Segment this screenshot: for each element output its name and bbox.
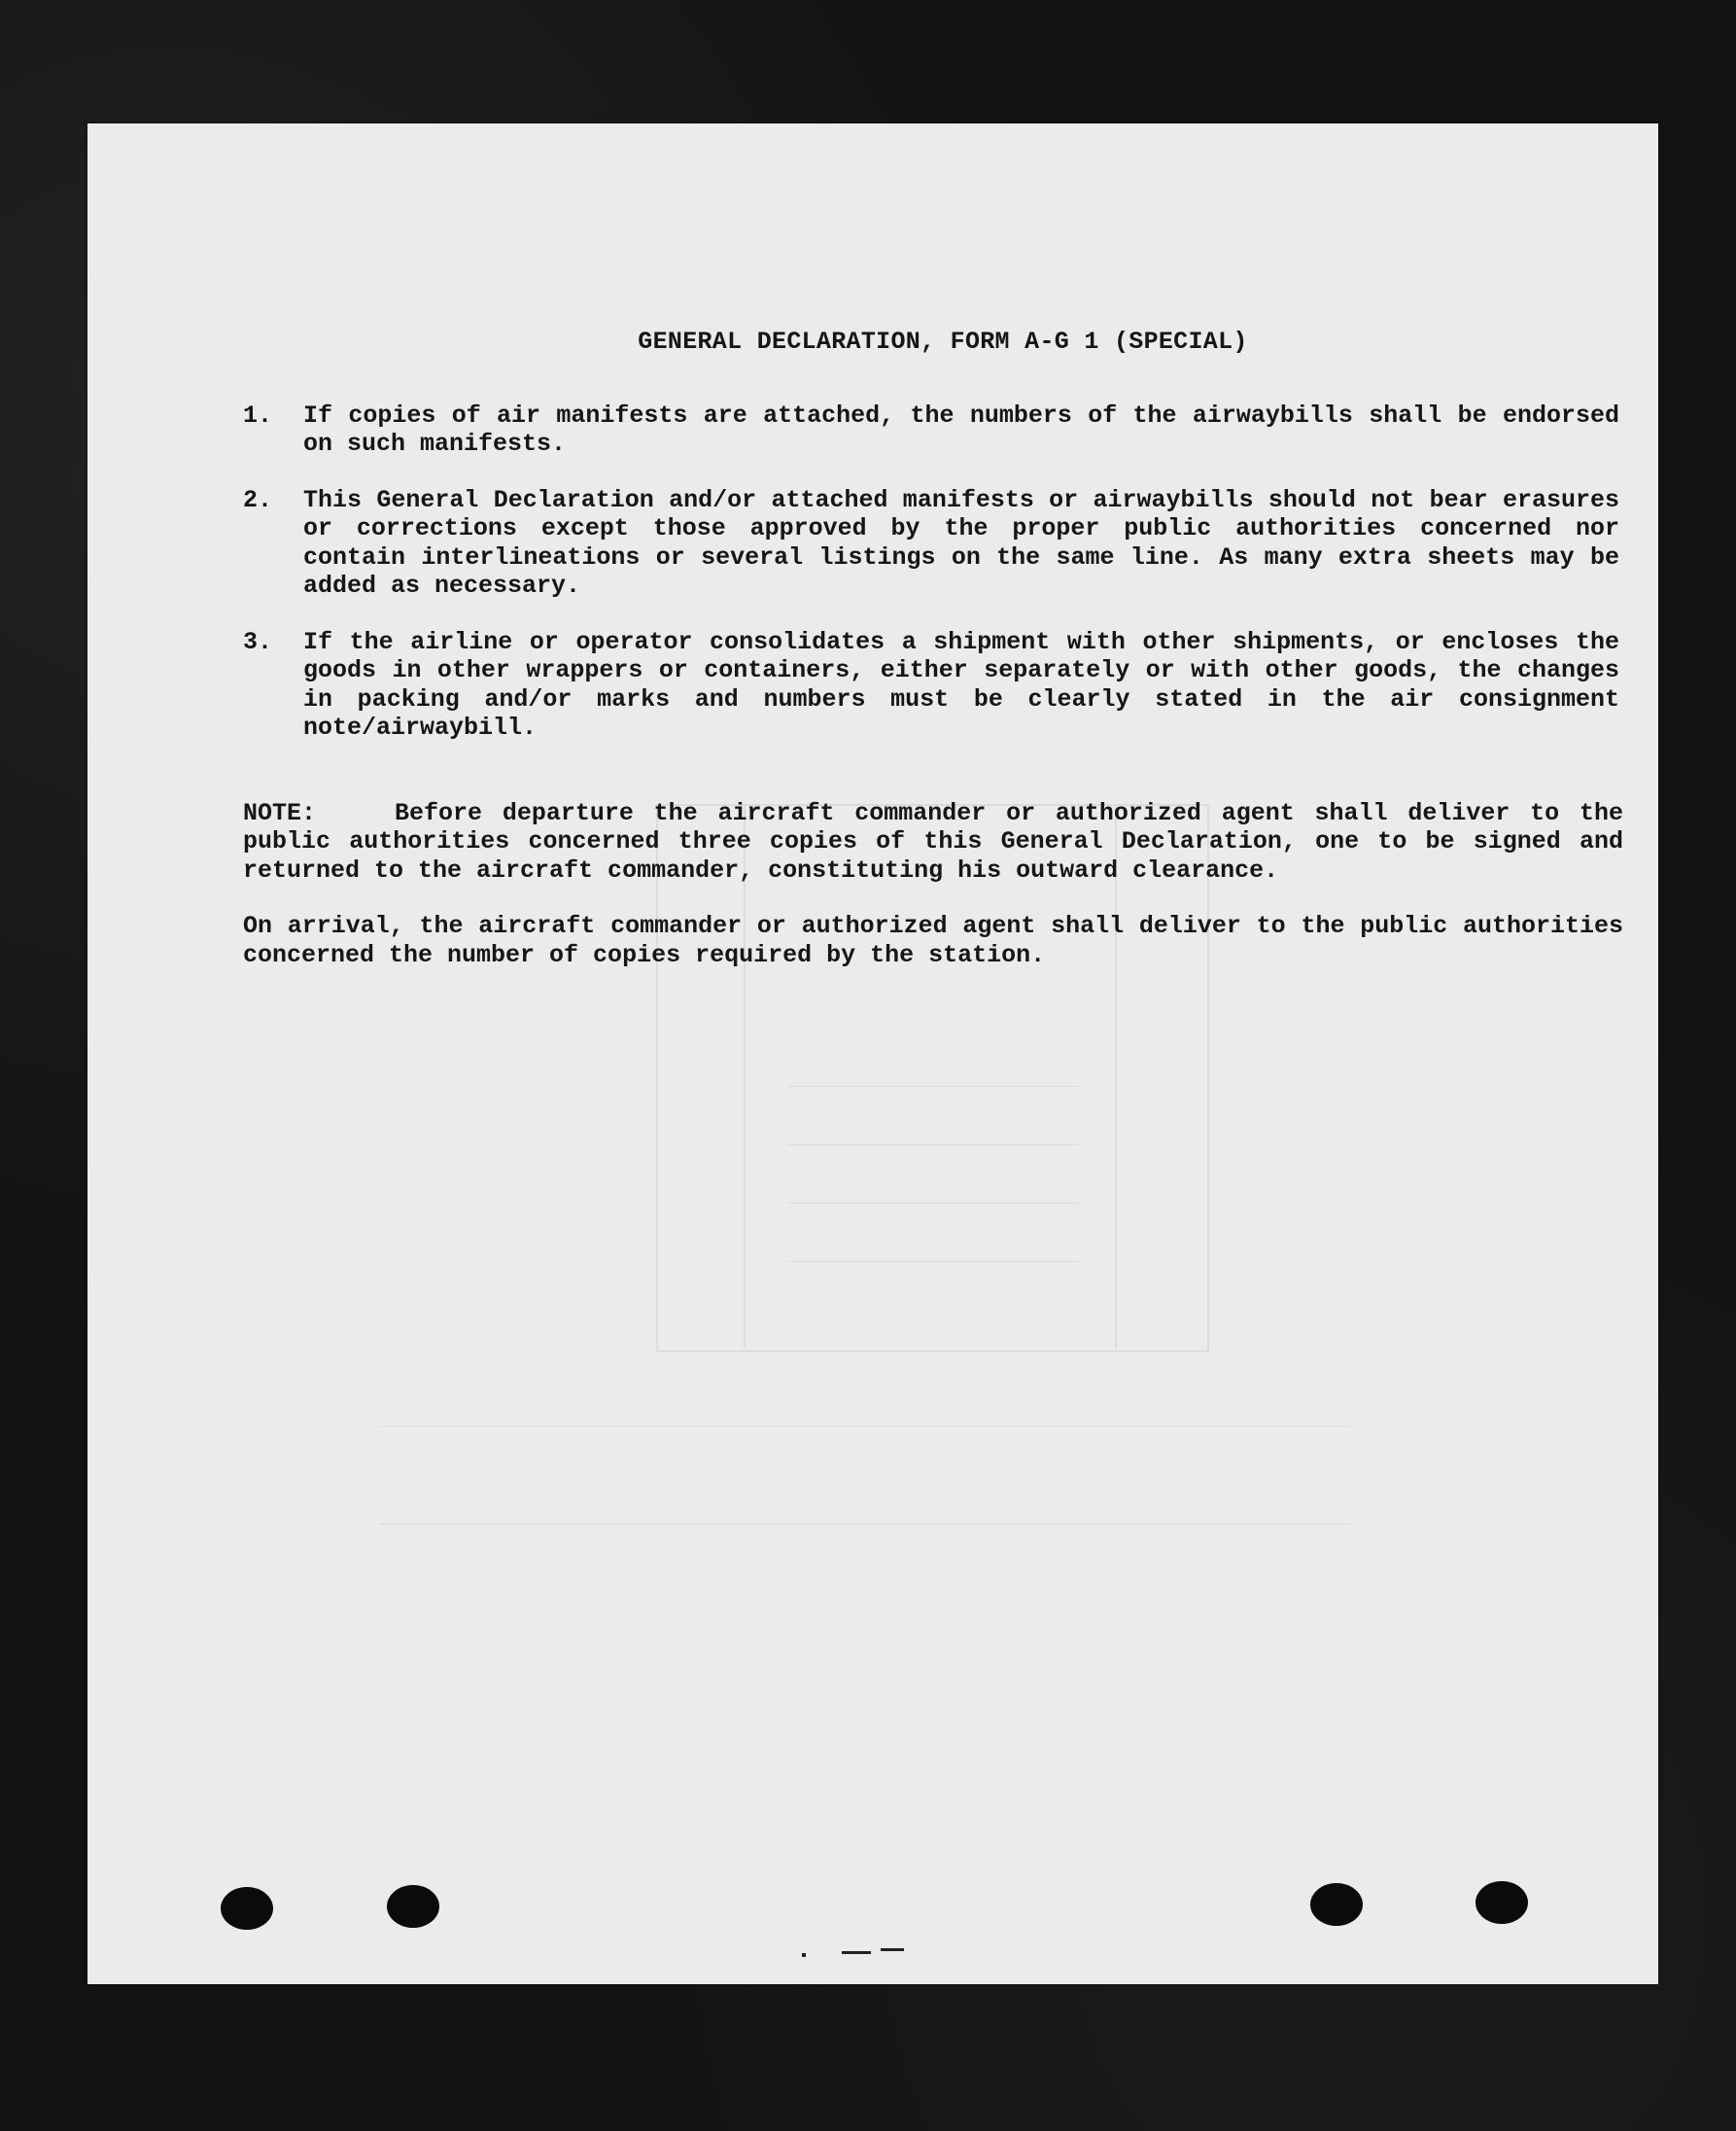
ink-mark	[881, 1948, 904, 1951]
ink-mark	[842, 1951, 871, 1954]
list-item	[243, 486, 1623, 601]
list-item-number: 3.	[243, 627, 273, 656]
list-item-text: This General Declaration and/or attached manifests or airwaybills should not bear erasures or corrections except those approved by the proper public authorities concerned nor contain interlineations or several listings on the same line. As many extra sheets may be added as necessary.	[303, 485, 1619, 600]
punch-hole	[387, 1885, 439, 1928]
document-title: GENERAL DECLARATION, FORM A-G 1 (SPECIAL)	[638, 328, 1248, 356]
list-item-number: 1.	[243, 401, 273, 430]
note-text: Before departure the aircraft commander or authorized agent shall deliver to the public authorities concerned three copies of this General Declaration, one to be signed and returned to the aircraft commander, constituting his outward clearance.	[243, 798, 1623, 885]
list-item-number: 2.	[243, 485, 273, 514]
bleed-through-rule-6	[379, 1523, 1351, 1524]
list-item-text: If the airline or operator consolidates a shipment with other shipments, or encloses the goods in other wrappers or containers, either separately or with other goods, the changes in packing and/or marks and numbers must be clearly stated in the air consignment note/airwaybill.	[303, 627, 1619, 742]
bleed-through-header	[457, 164, 502, 210]
bleed-through-rule-5	[379, 1426, 1351, 1427]
bleed-through-rule-4	[787, 1261, 1079, 1262]
bleed-through-rule-2	[787, 1144, 1079, 1145]
ink-mark	[802, 1953, 806, 1957]
punch-hole	[1476, 1881, 1528, 1924]
bleed-through-rule-3	[787, 1203, 1079, 1204]
note-paragraph	[243, 799, 1623, 886]
punch-hole	[1310, 1883, 1363, 1926]
list-item	[243, 402, 1623, 459]
note-label: NOTE:	[243, 798, 317, 827]
arrival-paragraph: On arrival, the aircraft commander or authorized agent shall deliver to the public authorities concerned the number of copies required by the station.	[243, 912, 1623, 969]
document-body	[243, 328, 1623, 969]
bleed-through-rule-1	[787, 1086, 1079, 1087]
punch-hole	[221, 1887, 273, 1930]
list-item-text: If copies of air manifests are attached, the numbers of the airwaybills shall be endorsed on such manifests.	[303, 401, 1619, 458]
document-page	[87, 123, 1658, 1984]
list-item	[243, 628, 1623, 743]
